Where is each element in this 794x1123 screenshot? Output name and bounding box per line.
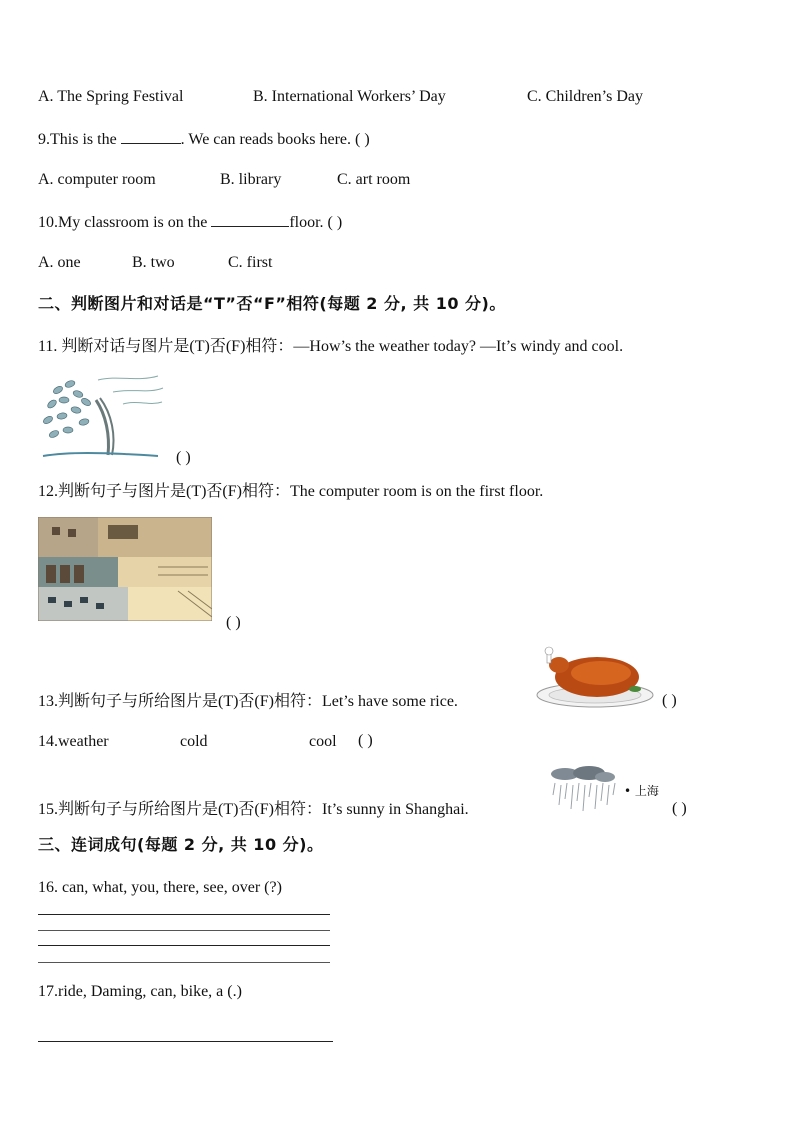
q13-answer-parentheses: ( ) — [662, 692, 677, 709]
answer-line — [38, 930, 330, 931]
q9-prefix: 9.This is the — [38, 131, 121, 148]
question-15: 15.判断句子与所给图片是(T)否(F)相符：It’s sunny in Shanghai. — [38, 801, 469, 818]
q10-prefix: 10.My classroom is on the — [38, 214, 212, 231]
q9-suffix: . We can reads books here. ( ) — [180, 131, 370, 148]
school-building-picture — [38, 517, 212, 621]
question-10 — [38, 212, 342, 233]
question-13: 13.判断句子与所给图片是(T)否(F)相符：Let’s have some rice. — [38, 693, 458, 710]
q10-option-c: C. first — [228, 254, 273, 271]
rain-cloud-icon — [547, 765, 619, 815]
q9-option-c: C. art room — [337, 171, 411, 188]
question-16: 16. can, what, you, there, see, over (?) — [38, 879, 282, 896]
q8-option-b: B. International Workers’ Day — [253, 88, 446, 105]
section-2-heading: 二、判断图片和对话是“T”否“F”相符(每题 2 分, 共 10 分)。 — [38, 294, 506, 313]
q14-word-cold: cold — [180, 733, 208, 750]
q15-answer-parentheses: ( ) — [672, 800, 687, 817]
city-label-shanghai: • 上海 — [624, 784, 659, 798]
question-11: 11. 判断对话与图片是(T)否(F)相符：—How’s the weather today? —It’s windy and cool. — [38, 338, 624, 355]
answer-line — [38, 962, 330, 963]
q10-blank — [211, 212, 289, 227]
answer-line — [38, 914, 330, 915]
q8-option-a: A. The Spring Festival — [38, 88, 184, 105]
question-12: 12.判断句子与图片是(T)否(F)相符：The computer room is on the first floor. — [38, 483, 544, 500]
q9-option-a: A. computer room — [38, 171, 156, 188]
q14-word-weather: 14.weather — [38, 733, 109, 750]
section-3-heading: 三、连词成句(每题 2 分, 共 10 分)。 — [38, 835, 324, 854]
q10-option-b: B. two — [132, 254, 175, 271]
q9-blank — [121, 129, 181, 144]
windy-tree-picture — [38, 370, 168, 460]
q10-option-a: A. one — [38, 254, 81, 271]
q8-option-c: C. Children’s Day — [527, 88, 643, 105]
answer-line — [38, 1041, 333, 1042]
answer-line — [38, 945, 330, 946]
q9-option-b: B. library — [220, 171, 282, 188]
q14-answer-parentheses: ( ) — [358, 732, 373, 749]
q12-answer-parentheses: ( ) — [226, 614, 241, 631]
q10-suffix: floor. ( ) — [289, 214, 343, 231]
question-9 — [38, 129, 370, 150]
q11-answer-parentheses: ( ) — [176, 449, 191, 466]
q14-word-cool: cool — [309, 733, 337, 750]
roast-turkey-picture — [535, 643, 655, 709]
question-17: 17.ride, Daming, can, bike, a (.) — [38, 983, 242, 1000]
